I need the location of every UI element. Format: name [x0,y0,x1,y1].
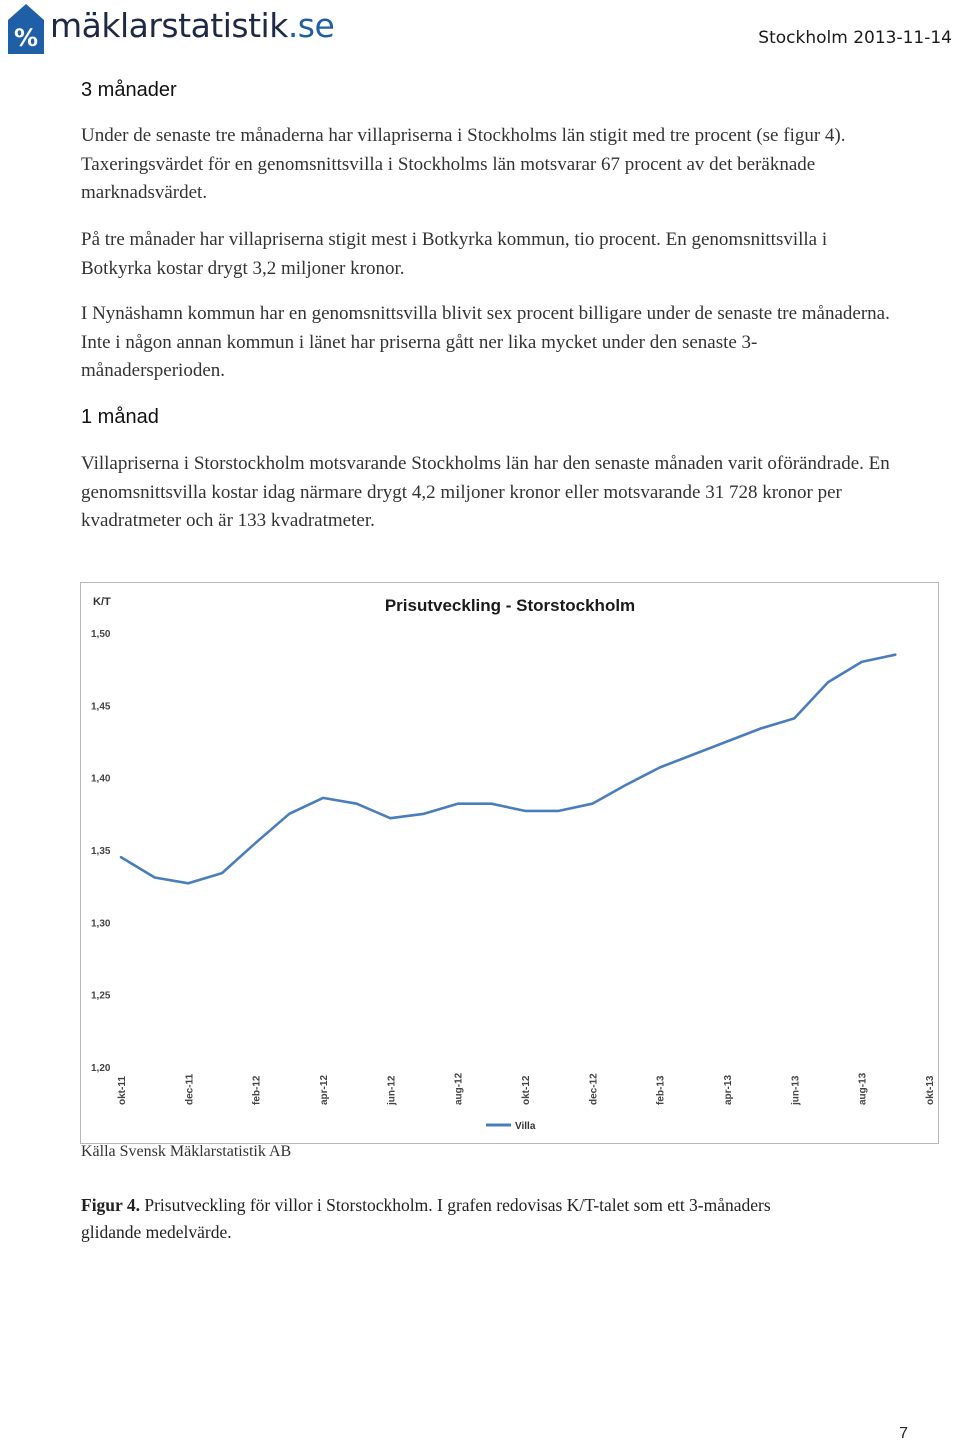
figure-caption-text: Prisutveckling för villor i Storstockholm. I grafen redovisas K/T-talet som ett 3-månaders glidande medelvärde. [81,1195,771,1242]
data-point [659,767,661,769]
y-axis-label: K/T [93,596,111,608]
data-point [794,718,796,720]
x-tick-label: jun-12 [386,1075,398,1105]
y-axis-ticks [91,629,111,1074]
y-tick-label: 1,40 [91,773,111,785]
logo-name: mäklarstatistik [50,6,288,45]
x-tick-label: aug-12 [453,1072,465,1105]
data-point [861,661,863,663]
paragraph-one-month: Villapriserna i Storstockholm motsvarande Stockholms län har den senaste månaden varit oförändrade. En genomsnittsvilla kostar idag närmare drygt 4,2 miljoner kronor eller motsvarande 31 728 kronor per kvadratmeter och är 133 kvadratmeter. [81,453,890,531]
data-point [726,741,728,743]
paragraph-botkyrka: På tre månader har villapriserna stigit mest i Botkyrka kommun, tio procent. En genomsnittsvilla i Botkyrka kostar drygt 3,2 miljoner kronor. [81,229,828,279]
data-point [491,803,493,805]
data-point [592,803,594,805]
data-point [154,877,156,879]
x-tick-label: feb-13 [655,1075,667,1105]
x-tick-label: feb-12 [251,1075,263,1105]
data-point [289,813,291,815]
logo-tld: .se [287,6,335,45]
location-date: Stockholm 2013-11-14 [758,28,952,48]
price-chart [80,582,939,1144]
chart-title: Prisutveckling - Storstockholm [384,596,636,615]
heading-three-months: 3 månader [81,79,177,101]
logo-wordmark [50,6,334,45]
data-point [188,882,190,884]
y-tick-label: 1,35 [91,846,111,857]
x-tick-label: okt-11 [117,1076,128,1105]
data-point [895,654,897,656]
x-tick-label: apr-12 [319,1074,330,1105]
price-chart-svg [81,583,938,1143]
data-point [255,842,257,844]
chart-legend [486,1121,536,1132]
x-tick-label: dec-11 [184,1073,196,1105]
x-tick-label: aug-13 [857,1072,869,1105]
x-tick-label: okt-12 [521,1075,532,1105]
heading-one-month: 1 månad [81,406,159,428]
data-point [625,784,627,786]
chart-source: Källa Svensk Mäklarstatistik AB [81,1143,292,1160]
logo-symbol: % [13,24,39,52]
data-point [120,856,122,858]
y-tick-label: 1,25 [91,990,111,1002]
x-tick-label: apr-13 [723,1074,734,1105]
y-tick-label: 1,20 [91,1063,111,1074]
data-point [390,817,392,819]
figure-label: Figur 4. [81,1195,140,1215]
data-point [356,803,358,805]
x-axis-ticks [117,1072,936,1106]
x-tick-label: dec-12 [588,1073,600,1105]
data-point [760,728,762,730]
house-percent-icon [6,2,46,56]
paragraph-three-months-intro: Under de senaste tre månaderna har villapriserna i Stockholms län stigit med tre procent (se figur 4). Taxeringsvärdet för en genomsnittsvilla i Stockholms län motsvarar 67 procent av det beräknade marknadsvärdet. [81,125,846,203]
x-tick-label: jun-13 [790,1075,802,1105]
y-tick-label: 1,30 [91,918,111,930]
data-point [423,813,425,815]
data-point [524,810,526,812]
data-point [322,797,324,799]
y-tick-label: 1,45 [91,701,111,713]
data-point [221,872,223,874]
page-number: 7 [899,1425,908,1442]
legend-label-villa: Villa [515,1121,536,1132]
page-header [0,0,960,62]
y-tick-label: 1,50 [91,629,111,640]
data-point [558,810,560,812]
paragraph-nynashamn: I Nynäshamn kommun har en genomsnittsvilla blivit sex procent billigare under de senaste tre månaderna. Inte i någon annan kommun i länet har priserna gått ner lika mycket under den senaste 3-månadersperioden. [81,303,890,381]
data-point [827,681,829,683]
chart-series [120,654,896,884]
figure-caption [81,1192,801,1246]
data-point [693,754,695,756]
x-tick-label: okt-13 [925,1075,936,1105]
series-line-villa [121,655,895,884]
data-point [457,803,459,805]
